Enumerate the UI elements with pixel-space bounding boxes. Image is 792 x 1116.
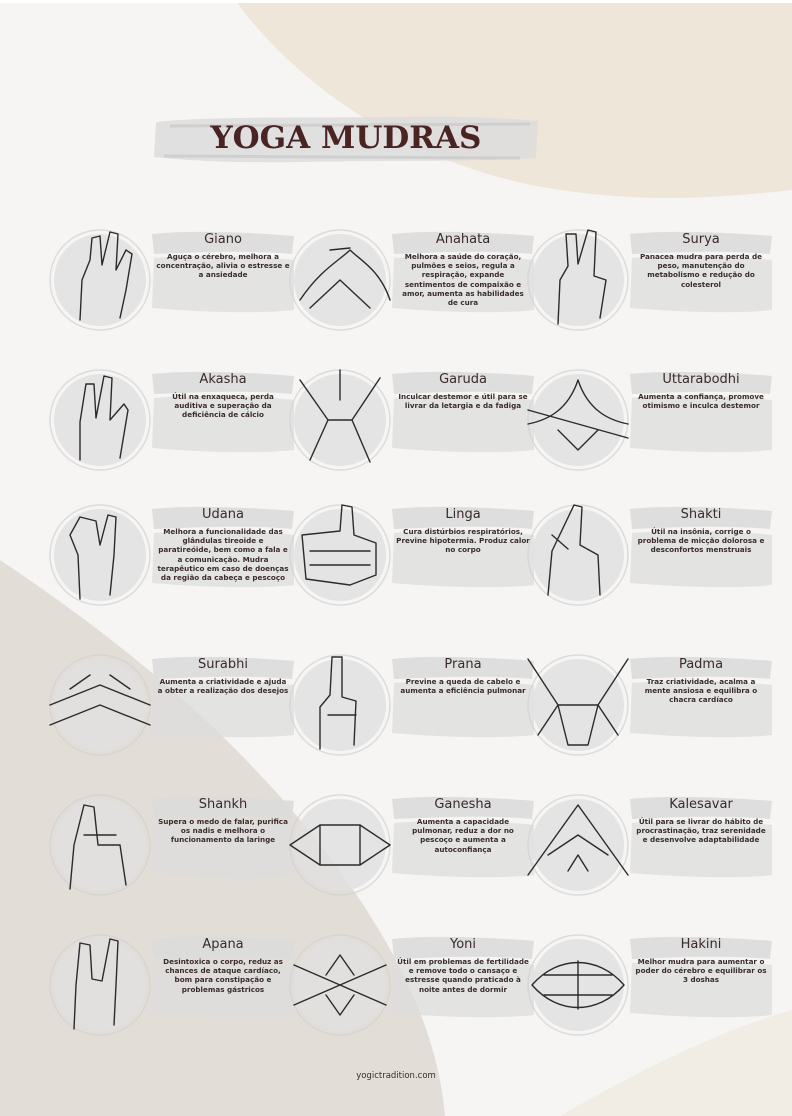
surya-hand-icon [518, 220, 638, 340]
mudra-label [626, 503, 776, 593]
padma-hand-icon [518, 645, 638, 765]
mudra-name: Linga [445, 507, 481, 522]
mudra-name: Yoni [449, 937, 477, 952]
mudra-label [626, 653, 776, 743]
ganesha-hand-icon [280, 785, 400, 905]
mudra-card-yoni [280, 925, 532, 1045]
shankh-hand-icon [40, 785, 160, 905]
mudra-label [148, 228, 298, 318]
mudra-card-padma [518, 645, 770, 765]
mudra-name: Surya [682, 232, 720, 247]
title-banner [150, 112, 542, 166]
mudra-description: Útil na enxaqueca, perda auditiva e superação da deficiência de cálcio [172, 392, 274, 420]
apana-hand-icon [40, 925, 160, 1045]
mudra-label [148, 653, 298, 743]
surabhi-hand-icon [40, 645, 160, 765]
mudra-label [388, 228, 538, 318]
mudra-card-apana [40, 925, 292, 1045]
mudra-description: Útil na insônia, corrige o problema de micção dolorosa e desconfortos menstruais [637, 527, 765, 555]
uttarabodhi-hand-icon [518, 360, 638, 480]
mudra-description: Aumenta a capacidade pulmonar, reduz a dor no pescoço e aumenta a autoconfiança [412, 817, 514, 854]
mudra-label [626, 933, 776, 1023]
anahata-hand-icon [280, 220, 400, 340]
mudra-label [626, 793, 776, 883]
mudra-name: Shankh [198, 797, 248, 812]
mudra-description: Inculcar destemor e útil para se livrar da letargia e da fadiga [398, 392, 528, 411]
mudra-description: Melhor mudra para aumentar o poder do cérebro e equilibrar os 3 doshas [635, 957, 767, 985]
mudra-label [388, 653, 538, 743]
mudra-name: Uttarabodhi [662, 372, 740, 387]
mudra-description: Supera o medo de falar, purifica os nadis e melhora o funcionamento da laringe [158, 817, 288, 845]
mudra-name: Anahata [435, 232, 491, 247]
mudra-description: Aumenta a confiança, promove otimismo e inculca destemor [638, 392, 764, 411]
mudra-name: Giano [204, 232, 242, 247]
mudra-description: Melhora a funcionalidade das glândulas tireoide e paratireóide, bem como a fala e a comunicação. Mudra terapêutico em caso de doenças da região da cabeça e pescoço [157, 527, 289, 583]
udana-hand-icon [40, 495, 160, 615]
mudra-card-linga [280, 495, 532, 615]
mudra-card-garuda [280, 360, 532, 480]
mudra-name: Shakti [680, 507, 722, 522]
mudra-card-hakini [518, 925, 770, 1045]
mudra-card-uttarabodhi [518, 360, 770, 480]
mudra-card-akasha [40, 360, 292, 480]
mudra-card-prana [280, 645, 532, 765]
mudra-card-ganesha [280, 785, 532, 905]
mudra-label [388, 368, 538, 458]
mudra-name: Kalesavar [669, 797, 733, 812]
mudra-name: Surabhi [198, 657, 248, 672]
mudra-name: Hakini [680, 937, 722, 952]
mudra-label [626, 228, 776, 318]
akasha-hand-icon [40, 360, 160, 480]
mudra-label [388, 933, 538, 1023]
linga-hand-icon [280, 495, 400, 615]
mudra-description: Panacea mudra para perda de peso, manutenção do metabolismo e redução do colesterol [639, 252, 762, 289]
kalesavar-hand-icon [518, 785, 638, 905]
mudra-card-giano [40, 220, 292, 340]
mudra-description: Previne a queda de cabelo e aumenta a eficiência pulmonar [400, 677, 526, 696]
mudra-label [148, 503, 298, 593]
hakini-hand-icon [518, 925, 638, 1045]
shakti-hand-icon [518, 495, 638, 615]
mudra-name: Apana [202, 937, 244, 952]
mudra-name: Udana [202, 507, 244, 522]
mudra-label [148, 368, 298, 458]
mudra-label [148, 793, 298, 883]
mudra-label [626, 368, 776, 458]
mudra-card-shankh [40, 785, 292, 905]
mudra-label [148, 933, 298, 1023]
mudra-name: Padma [678, 657, 724, 672]
mudra-name: Prana [444, 657, 482, 672]
prana-hand-icon [280, 645, 400, 765]
mudra-card-surabhi [40, 645, 292, 765]
mudra-description: Melhora a saúde do coração, pulmões e seios, regula a respiração, expande sentimentos de compaixão e amor, aumenta as habilidades de cura [402, 252, 524, 308]
mudra-description: Desintoxica o corpo, reduz as chances de ataque cardíaco, bom para constipação e problemas gástricos [163, 957, 283, 994]
mudra-description: Cura distúrbios respiratórios, Previne hipotermia. Produz calor no corpo [396, 527, 530, 555]
yoni-hand-icon [280, 925, 400, 1045]
mudra-label [388, 793, 538, 883]
mudra-label [388, 503, 538, 593]
mudra-description: Útil em problemas de fertilidade e remove todo o cansaço e estresse quando praticado à noite antes de dormir [397, 957, 529, 994]
mudra-card-udana [40, 495, 292, 615]
mudra-name: Garuda [439, 372, 487, 387]
mudra-card-shakti [518, 495, 770, 615]
mudra-description: Aguça o cérebro, melhora a concentração, alivia o estresse e a ansiedade [156, 252, 290, 280]
mudra-description: Útil para se livrar do hábito de procrastinação, traz serenidade e desenvolve adaptabilidade [636, 817, 766, 845]
garuda-hand-icon [280, 360, 400, 480]
mudra-card-anahata [280, 220, 532, 340]
mudra-description: Traz criatividade, acalma a mente ansiosa e equilibra o chacra cardíaco [644, 677, 758, 705]
page-title: YOGA MUDRAS [210, 120, 482, 156]
mudra-description: Aumenta a criatividade e ajuda a obter a realização dos desejos [157, 677, 289, 696]
mudra-name: Ganesha [434, 797, 492, 812]
footer-website: yogictradition.com [356, 1071, 436, 1081]
mudra-card-kalesavar [518, 785, 770, 905]
giano-hand-icon [40, 220, 160, 340]
mudra-name: Akasha [199, 372, 247, 387]
mudra-card-surya [518, 220, 770, 340]
